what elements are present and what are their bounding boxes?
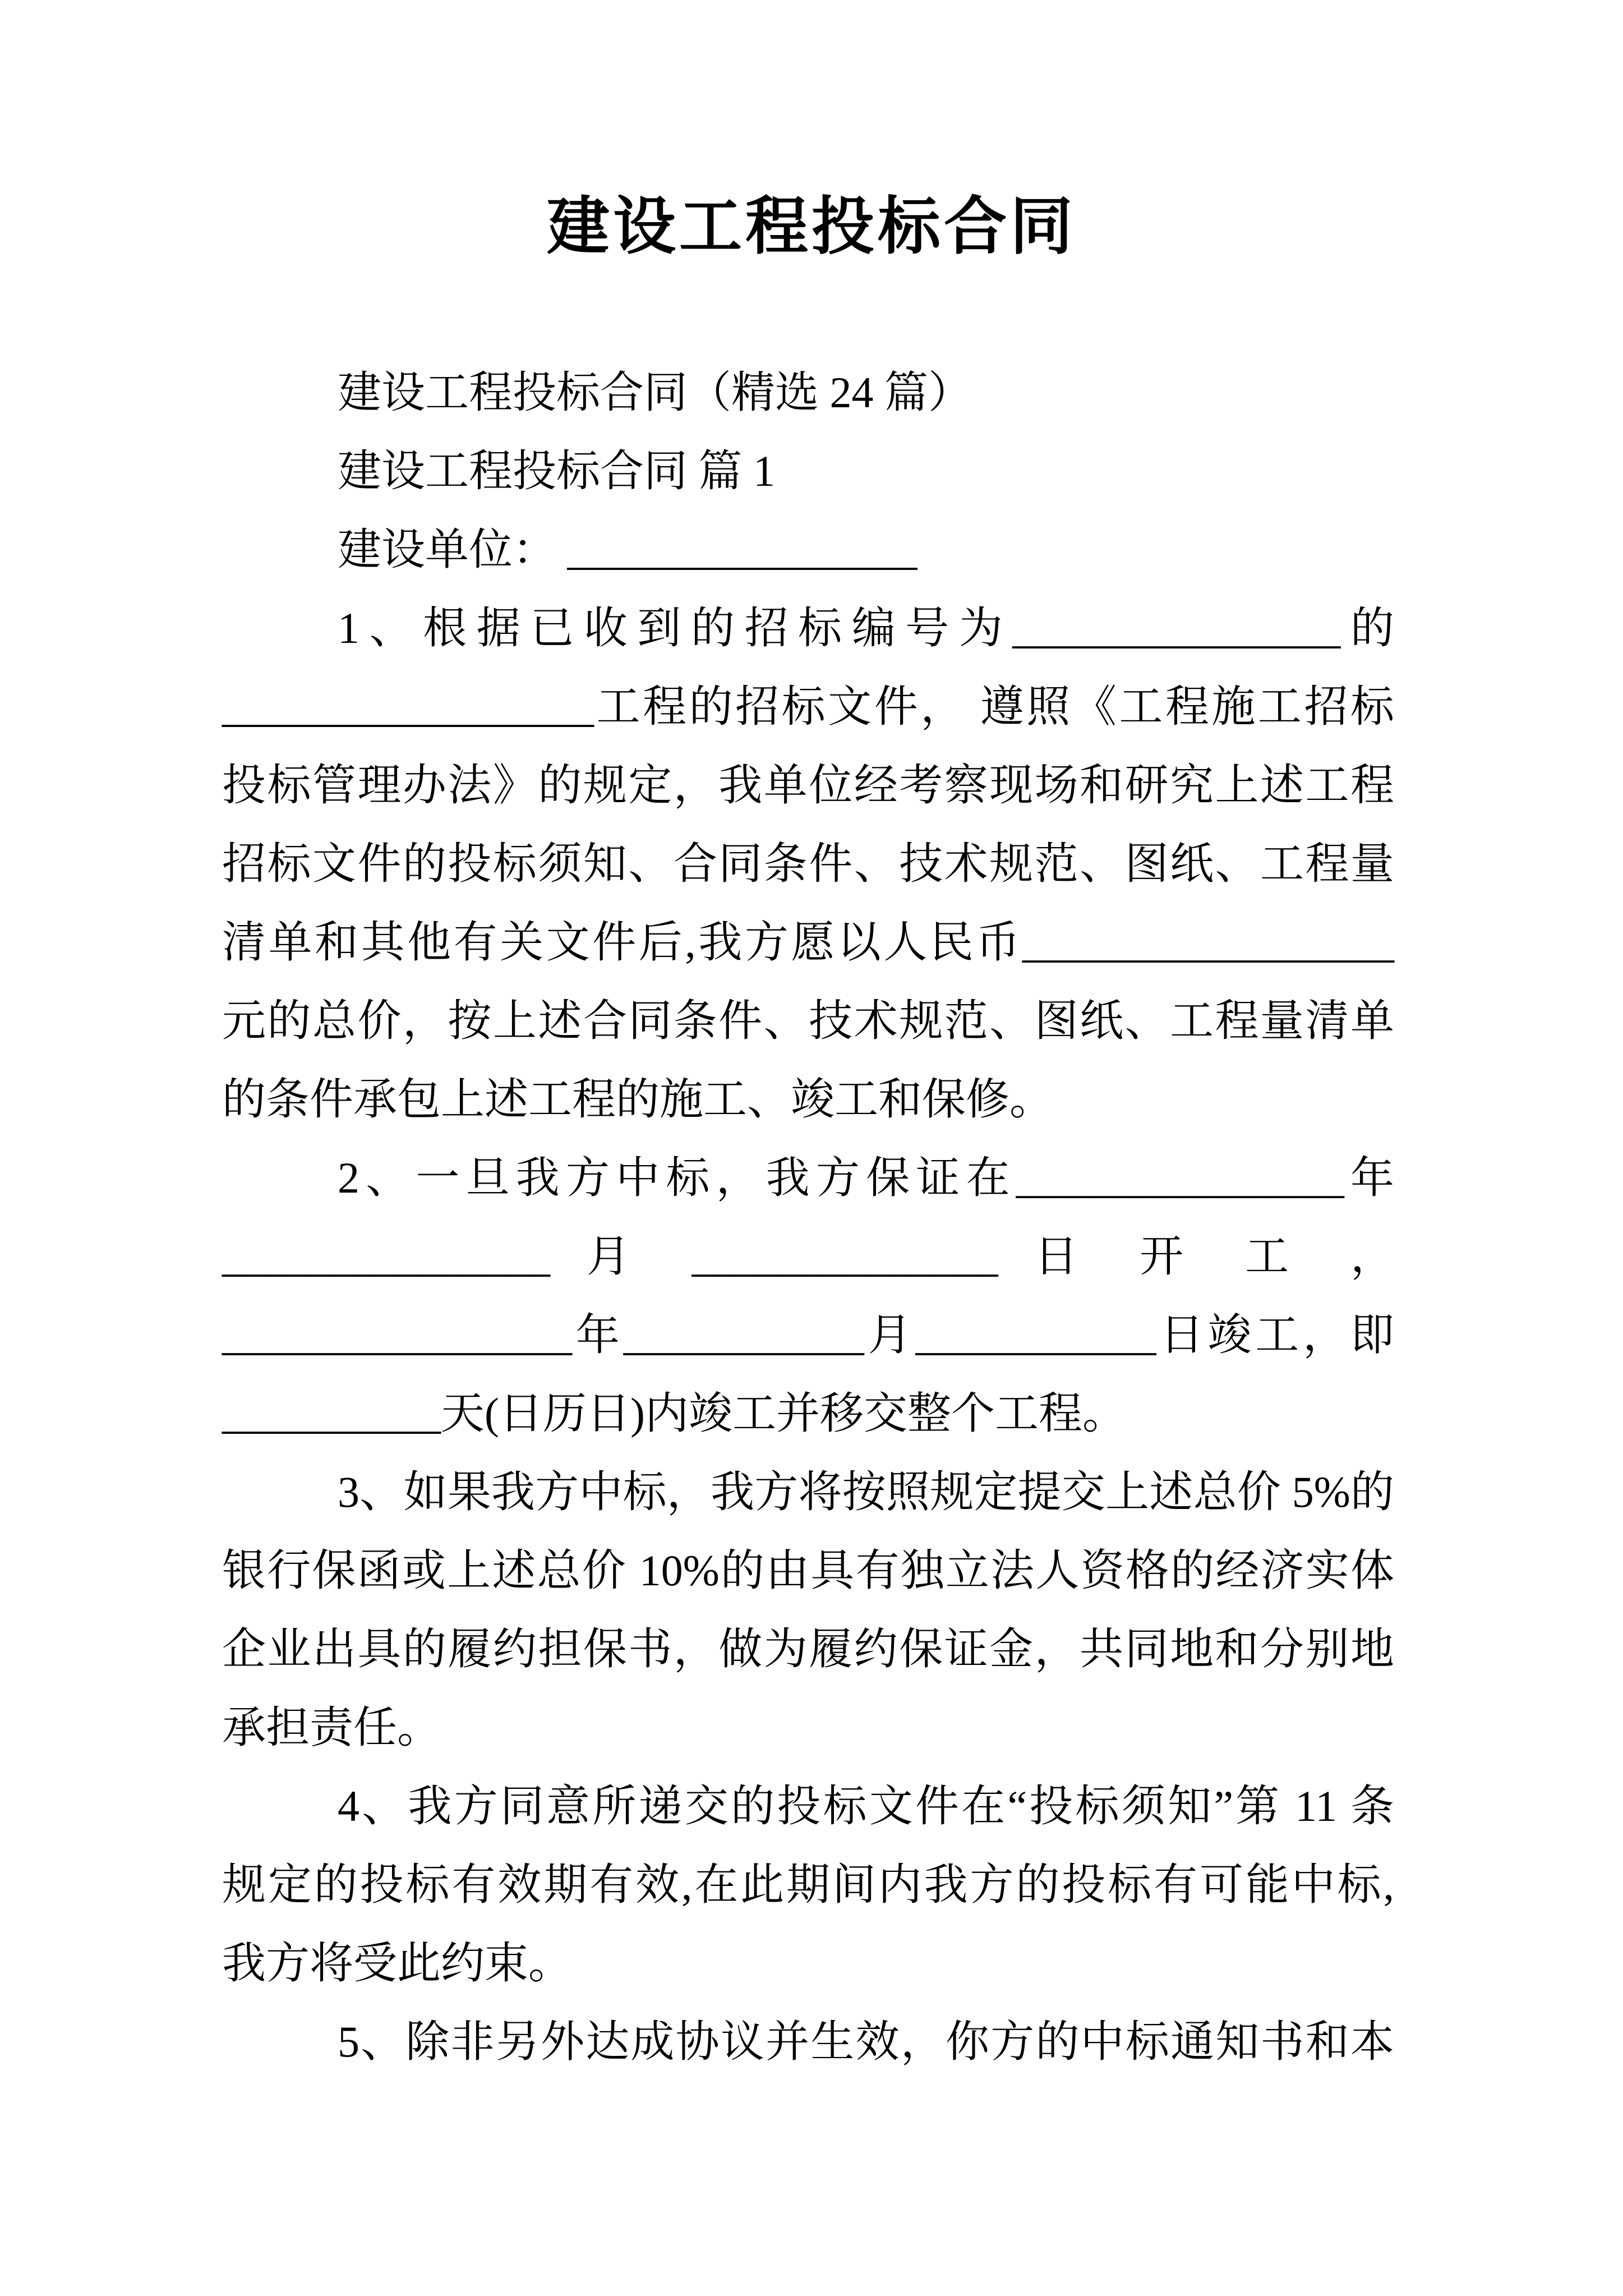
document-line: _______________ 月 ______________ 日 开 工 ， bbox=[222, 1232, 1394, 1281]
document-line: 我方将受此约束。 bbox=[222, 1939, 573, 1987]
document-line: 建设工程投标合同 篇 1 bbox=[338, 447, 776, 495]
document-line: 2、一旦我方中标，我方保证在_______________年 bbox=[338, 1153, 1394, 1202]
document-line: 3、如果我方中标，我方将按照规定提交上述总价 5%的 bbox=[338, 1467, 1394, 1516]
document-line: 的条件承包上述工程的施工、竣工和保修。 bbox=[222, 1075, 1054, 1124]
document-line: 元的总价，按上述合同条件、技术规范、图纸、工程量清单 bbox=[222, 996, 1394, 1045]
document-line: 投标管理办法》的规定，我单位经考察现场和研究上述工程 bbox=[222, 761, 1394, 809]
document-line: 规定的投标有效期有效,在此期间内我方的投标有可能中标, bbox=[222, 1860, 1394, 1909]
document-line: __________天(日历日)内竣工并移交整个工程。 bbox=[222, 1389, 1126, 1438]
document-line: 承担责任。 bbox=[222, 1703, 441, 1752]
document-line: 建设单位： ________________ bbox=[338, 525, 917, 574]
document-line: 招标文件的投标须知、合同条件、技术规范、图纸、工程量 bbox=[222, 839, 1394, 888]
document-line: 4、我方同意所递交的投标文件在“投标须知”第 11 条 bbox=[338, 1782, 1394, 1830]
document-line: 企业出具的履约担保书，做为履约保证金，共同地和分别地 bbox=[222, 1625, 1394, 1673]
document-line: 5、除非另外达成协议并生效，你方的中标通知书和本 bbox=[338, 2017, 1394, 2066]
document-line: 银行保函或上述总价 10%的由具有独立法人资格的经济实体 bbox=[222, 1546, 1394, 1595]
document-title: 建设工程投标合同 bbox=[547, 192, 1076, 262]
document-body bbox=[222, 353, 1394, 2081]
document-line: _________________工程的招标文件， 遵照《工程施工招标 bbox=[222, 682, 1394, 731]
document-line: 清单和其他有关文件后,我方愿以人民币_________________ bbox=[222, 918, 1394, 967]
document-line: 1、根据已收到的招标编号为_______________的 bbox=[338, 604, 1394, 652]
document-line: ________________年___________月___________日竣工，即 bbox=[222, 1310, 1394, 1359]
document-line: 建设工程投标合同（精选 24 篇） bbox=[338, 368, 972, 417]
